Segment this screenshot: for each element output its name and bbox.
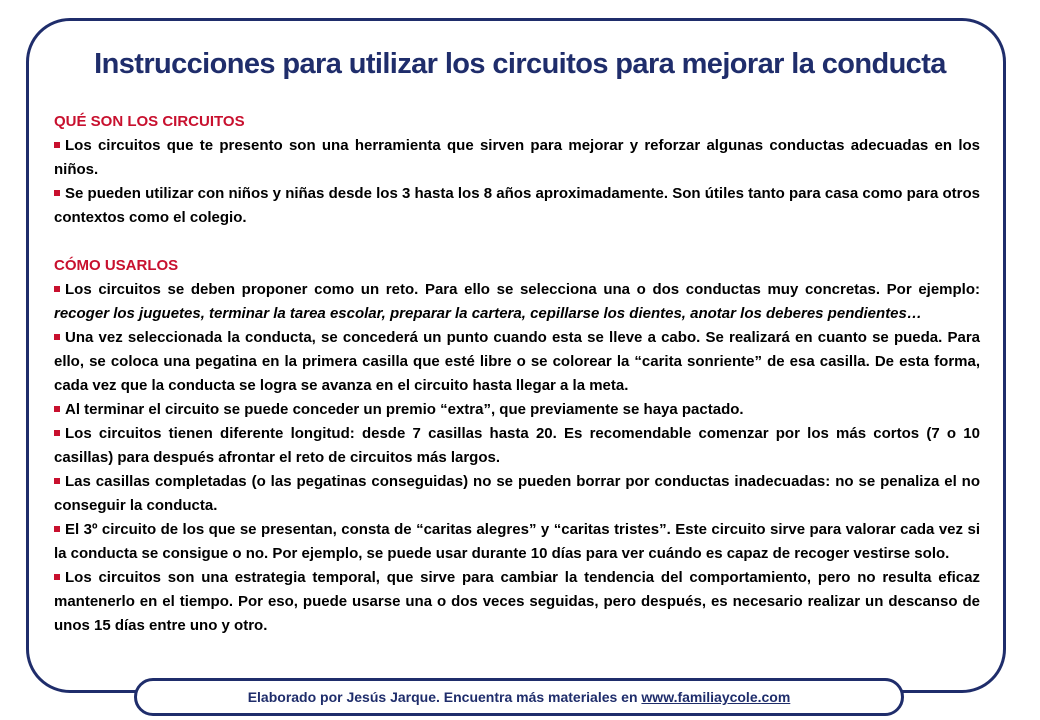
footer-text: Elaborado por Jesús Jarque. Encuentra más materiales en: [247, 689, 638, 705]
bullet-icon: [54, 430, 60, 436]
paragraph: Los circuitos que te presento son una herramienta que sirven para mejorar y reforzar algunas conductas adecuadas en los niños.: [54, 137, 980, 178]
bullet-icon: [54, 286, 60, 292]
paragraph: El 3º circuito de los que se presentan, consta de “caritas alegres” y “caritas tristes”. Este circuito sirve para valorar cada vez si la conducta se consigue o no. Por ejemplo, se puede usar durante 10 días para ver cuándo es capaz de recoger vestirse solo.: [54, 521, 980, 562]
page-title: Instrucciones para utilizar los circuitos para mejorar la conducta: [94, 48, 946, 80]
paragraph: Una vez seleccionada la conducta, se concederá un punto cuando esta se lleve a cabo. Se realizará en cuanto se pueda. Para ello, se coloca una pegatina en la primera casilla que esté libre o se colorear la “carita sonriente” de esa casilla. De esta forma, cada vez que la conducta se logra se avanza en el circuito hasta llegar a la meta.: [54, 329, 980, 394]
bullet-icon: [54, 190, 60, 196]
bullet-icon: [54, 526, 60, 532]
paragraph: Los circuitos se deben proponer como un reto. Para ello se selecciona una o dos conductas muy concretas. Por ejemplo: recoger los juguetes, terminar la tarea escolar, preparar la cartera, cepillarse los dientes, anotar los deberes pendientes…: [54, 281, 980, 322]
instructions-content: [54, 110, 980, 638]
bullet-icon: [54, 478, 60, 484]
section-heading-como-usarlos: CÓMO USARLOS: [54, 257, 179, 274]
bullet-icon: [54, 142, 60, 148]
bullet-icon: [54, 334, 60, 340]
paragraph: Al terminar el circuito se puede conceder un premio “extra”, que previamente se haya pactado.: [54, 398, 980, 422]
footer-banner: [134, 678, 904, 716]
examples-italic: recoger los juguetes, terminar la tarea escolar, preparar la cartera, cepillarse los dientes, anotar los deberes pendientes…: [54, 305, 922, 322]
paragraph: Los circuitos tienen diferente longitud: desde 7 casillas hasta 20. Es recomendable comenzar por los más cortos (7 o 10 casillas) para después afrontar el reto de circuitos más largos.: [54, 425, 980, 466]
footer-link[interactable]: www.familiaycole.com: [641, 689, 791, 705]
paragraph: Las casillas completadas (o las pegatinas conseguidas) no se pueden borrar por conductas inadecuadas: no se penaliza el no conseguir la conducta.: [54, 473, 980, 514]
section-heading-que-son: QUÉ SON LOS CIRCUITOS: [54, 113, 245, 130]
bullet-icon: [54, 574, 60, 580]
paragraph: Se pueden utilizar con niños y niñas desde los 3 hasta los 8 años aproximadamente. Son útiles tanto para casa como para otros contextos como el colegio.: [54, 185, 980, 226]
bullet-icon: [54, 406, 60, 412]
paragraph: Los circuitos son una estrategia temporal, que sirve para cambiar la tendencia del comportamiento, pero no resulta eficaz mantenerlo en el tiempo. Por eso, puede usarse una o dos veces seguidas, pero después, es necesario realizar un descanso de unos 15 días entre uno y otro.: [54, 569, 980, 634]
